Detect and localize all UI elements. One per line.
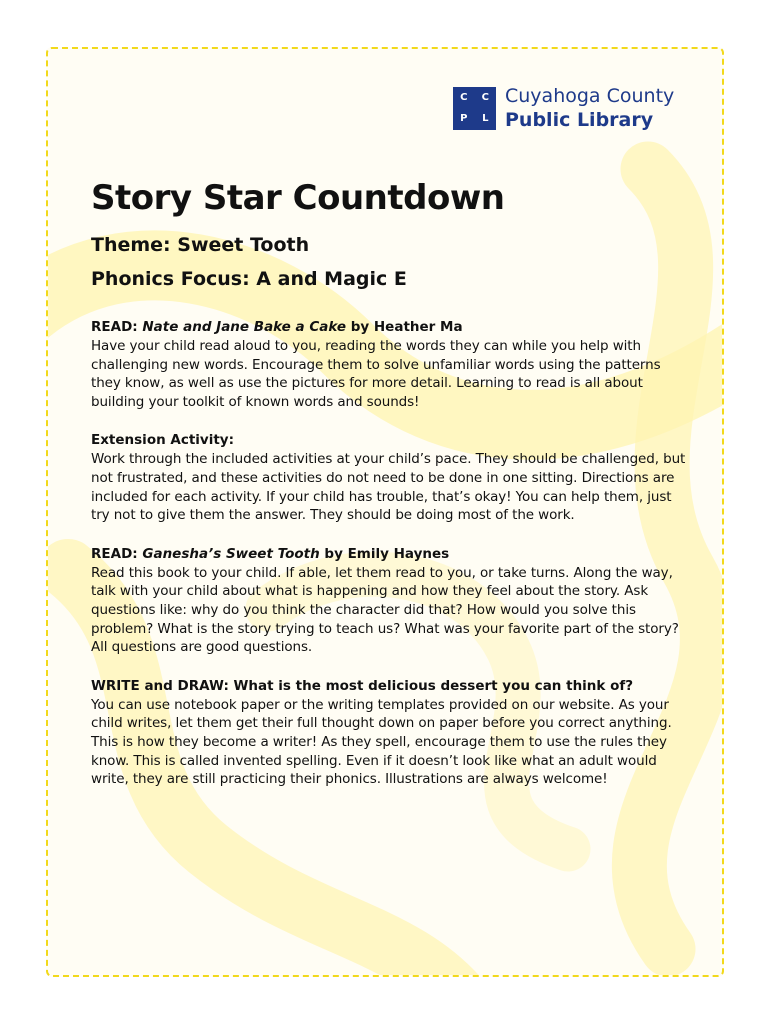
logo-letter: P	[460, 113, 468, 125]
theme-heading: Theme: Sweet Tooth	[91, 234, 310, 256]
read-section-2	[91, 545, 687, 657]
logo-wordmark	[505, 84, 674, 132]
book-title: Ganesha’s Sweet Tooth	[142, 545, 320, 562]
section-heading	[91, 431, 687, 450]
logo-line-2: Public Library	[505, 109, 654, 131]
section-body: Work through the included activities at your child’s pace. They should be challenged, but not frustrated, and these activities do not need to be done in one sitting. Directions are included for each activity. If your child has trouble, that’s okay! You can help them, just try not to give them the answer. They should be doing most of the work.	[91, 451, 686, 524]
page-title: Story Star Countdown	[91, 178, 505, 218]
write-and-draw-section	[91, 677, 687, 789]
logo-letter: L	[482, 113, 489, 125]
section-heading	[91, 677, 687, 696]
heading-author: by Emily Haynes	[319, 545, 450, 562]
heading-author: by Heather Ma	[346, 319, 463, 335]
section-body: You can use notebook paper or the writing templates provided on our website. As your child writes, let them get their full thought down on paper before you correct anything. This is how they become a writer! As they spell, encourage them to use the rules they know. This is called invented spelling. Even if it doesn’t look like what an adult would write, they are still practicing their phonics. Illustrations are always welcome!	[91, 696, 672, 788]
section-heading	[91, 318, 687, 337]
library-logo[interactable]	[453, 84, 674, 132]
section-body: Read this book to your child. If able, let them read to you, or take turns. Along the way, talk with your child about what is happening and how they feel about the story. Ask questions like: why do you think the character did that? How would you solve this problem? What is the story trying to teach us? What was your favorite part of the story? All questions are good questions.	[91, 564, 679, 656]
logo-line-1: Cuyahoga County	[505, 85, 675, 107]
book-title: Nate and Jane Bake a Cake	[142, 319, 347, 335]
main-content	[91, 176, 687, 789]
heading-prefix: READ:	[91, 545, 143, 562]
read-section-1	[91, 318, 687, 411]
heading-prefix: READ:	[91, 319, 143, 335]
heading-prefix: WRITE and DRAW: What is the most delicious dessert you can think of?	[91, 677, 634, 694]
section-heading	[91, 545, 687, 564]
heading-prefix: Extension Activity:	[91, 432, 235, 449]
section-body: Have your child read aloud to you, reading the words they can while you help with challenging new words. Encourage them to solve unfamiliar words using the patterns they know, as well as use the pictures for more detail. Learning to read is all about building your toolkit of known words and sounds!	[91, 338, 661, 410]
logo-mark	[453, 87, 496, 130]
extension-activity-section	[91, 431, 687, 524]
logo-letter: C	[460, 91, 468, 103]
phonics-heading: Phonics Focus: A and Magic E	[91, 268, 407, 290]
logo-letter: C	[481, 91, 489, 103]
